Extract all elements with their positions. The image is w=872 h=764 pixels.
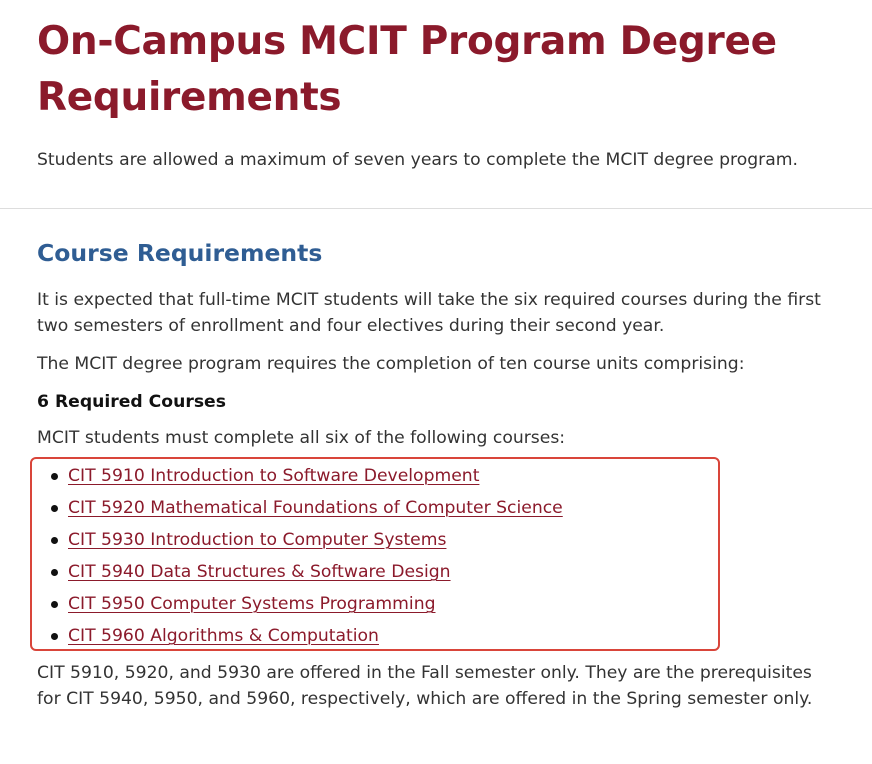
list-item xyxy=(37,620,563,652)
course-link-cit5910[interactable]: CIT 5910 Introduction to Software Development xyxy=(68,466,480,486)
list-item xyxy=(37,524,563,556)
bullet-icon xyxy=(51,473,58,480)
bullet-icon xyxy=(51,601,58,608)
section-divider xyxy=(0,208,872,209)
course-link-cit5930[interactable]: CIT 5930 Introduction to Computer Systems xyxy=(68,530,447,550)
bullet-icon xyxy=(51,505,58,512)
list-item xyxy=(37,588,563,620)
required-course-list xyxy=(37,460,563,652)
fulltime-expectation-text: It is expected that full-time MCIT students will take the six required courses during the first two semesters of enrollment and four electives during their second year. xyxy=(37,290,821,336)
required-courses-heading: 6 Required Courses xyxy=(37,392,226,412)
intro-text: Students are allowed a maximum of seven years to complete the MCIT degree program. xyxy=(37,150,798,170)
course-requirements-heading: Course Requirements xyxy=(37,239,323,267)
list-item xyxy=(37,492,563,524)
course-link-cit5960[interactable]: CIT 5960 Algorithms & Computation xyxy=(68,626,379,646)
course-link-cit5950[interactable]: CIT 5950 Computer Systems Programming xyxy=(68,594,436,614)
degree-units-text: The MCIT degree program requires the completion of ten course units comprising: xyxy=(37,354,745,374)
list-item xyxy=(37,460,563,492)
list-item xyxy=(37,556,563,588)
bullet-icon xyxy=(51,633,58,640)
required-courses-intro: MCIT students must complete all six of the following courses: xyxy=(37,428,566,448)
bullet-icon xyxy=(51,537,58,544)
course-link-cit5940[interactable]: CIT 5940 Data Structures & Software Design xyxy=(68,562,451,582)
bullet-icon xyxy=(51,569,58,576)
course-link-cit5920[interactable]: CIT 5920 Mathematical Foundations of Computer Science xyxy=(68,498,563,518)
semester-offering-note: CIT 5910, 5920, and 5930 are offered in the Fall semester only. They are the prerequisites for CIT 5940, 5950, and 5960, respectively, which are offered in the Spring semester only. xyxy=(37,663,813,709)
page-title: On-Campus MCIT Program Degree Requirements xyxy=(37,19,777,120)
